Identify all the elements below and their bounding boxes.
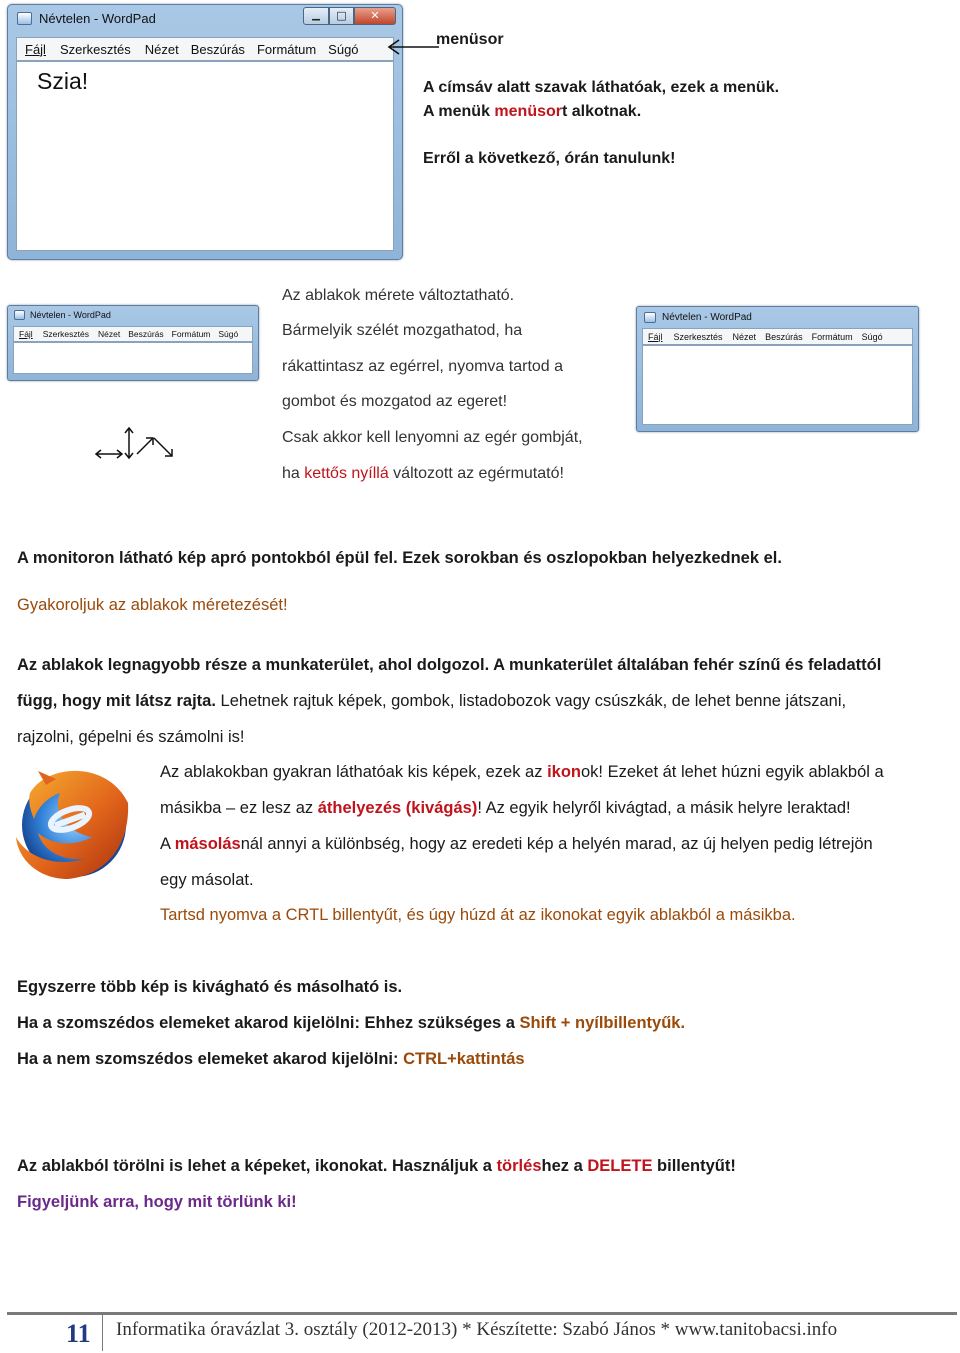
resize-text: változott az egérmutató! [388,465,564,482]
window-title: Névtelen - WordPad [39,10,156,26]
pixels-line-2: Gyakoroljuk az ablakok méretezését! [17,596,288,614]
diagonal-resize-cursor-icon [137,438,172,456]
intro-highlight: menüsor [494,103,562,120]
resize-line-5: Csak akkor kell lenyomni az egér gombját, [282,429,583,446]
workarea-line-1 [17,647,881,683]
menu-item-sugo[interactable]: Súgó [328,41,359,57]
icons-line-5: Tartsd nyomva a CRTL billentyűt, és úgy húzd át az ikonokat egyik ablakból a másikba. [160,906,796,924]
selection-highlight: Shift + nyílbillentyűk. [519,1014,686,1032]
menu-item-fajl[interactable]: Fájl [25,41,46,57]
window-controls [303,7,396,25]
window-title: Névtelen - WordPad [30,310,111,320]
menu-item-beszuras[interactable]: Beszúrás [128,329,164,339]
menu-item-nezet[interactable]: Nézet [144,41,179,57]
icons-line-2 [160,790,851,826]
delete-highlight: DELETE [587,1157,653,1175]
wordpad-window-small [7,305,259,381]
footer-rule [7,1312,957,1315]
delete-text: billentyűt! [652,1157,736,1175]
menu-item-fajl[interactable]: Fájl [648,331,663,342]
menu-item-nezet[interactable]: Nézet [732,331,757,342]
icons-text: ! Az egyik helyről kivágtad, a másik helyre leraktad! [477,799,851,817]
vertical-resize-cursor-icon [125,428,133,458]
icons-text: Az ablakokban gyakran láthatóak kis képek, ezek az [160,763,548,781]
icons-line-4: egy másolat. [160,871,254,889]
arrow-icon [384,36,440,58]
window-titlebar[interactable] [637,307,918,327]
wordpad-window-resized [636,306,919,432]
menu-item-formatum[interactable]: Formátum [811,331,853,342]
resize-text: ha [282,465,305,482]
delete-text: Az ablakból törölni is lehet a képeket, ikonokat. Használjuk a [17,1157,497,1175]
window-title: Névtelen - WordPad [662,311,752,323]
icons-highlight: másolás [174,835,241,853]
intro-text: t alkotnak. [562,103,642,120]
menu-item-formatum[interactable]: Formátum [256,41,317,57]
wordpad-app-icon [17,12,32,25]
workarea-text: A munkaterület általában fehér színű és feladattól [489,656,882,674]
selection-highlight: CTRL+kattintás [403,1050,525,1068]
menu-item-beszuras[interactable]: Beszúrás [765,331,803,342]
workarea-line-2 [17,683,846,719]
selection-line-1: Egyszerre több kép is kivágható és másolható is. [17,978,403,996]
intro-line-1: A címsáv alatt szavak láthatóak, ezek a menük. [423,79,780,96]
work-area[interactable] [642,345,913,425]
menu-item-szerkesztes[interactable]: Szerkesztés [59,41,131,57]
menu-bar [642,328,913,345]
document-text: Szia! [37,68,89,94]
maximize-button[interactable]: □ [329,7,354,25]
icons-text: ok! Ezeket át lehet húzni egyik ablakból a [580,763,884,781]
menu-item-sugo[interactable]: Súgó [861,331,883,342]
menu-item-beszuras[interactable]: Beszúrás [190,41,245,57]
icons-highlight: áthelyezés (kivágás) [317,799,478,817]
icons-line-1 [160,754,884,790]
menu-item-fajl[interactable]: Fájl [19,329,33,339]
menu-bar [13,326,253,342]
intro-line-3: Erről a következő, órán tanulunk! [423,150,676,167]
wordpad-window-large [7,4,403,260]
menu-item-szerkesztes[interactable]: Szerkesztés [42,329,89,339]
delete-line-1 [17,1148,736,1184]
delete-highlight: törlés [496,1157,542,1175]
workarea-text: Lehetnek rajtuk képek, gombok, listadobozok vagy csúszkák, de lehet benne játszani, [215,692,847,710]
wordpad-app-icon [644,312,656,323]
resize-line-4: gombot és mozgatod az egeret! [282,393,508,410]
menu-item-nezet[interactable]: Nézet [98,329,121,339]
firefox-logo-icon [8,763,136,885]
menu-item-sugo[interactable]: Súgó [218,329,239,339]
selection-line-2 [17,1005,685,1041]
menu-bar [16,37,394,61]
window-titlebar[interactable] [8,306,258,324]
resize-line-2: Bármelyik szélét mozgathatod, ha [282,322,523,339]
wordpad-app-icon [14,310,25,320]
pixels-line-1: A monitoron látható kép apró pontokból épül fel. Ezek sorokban és oszlopokban helyezkednek el. [17,549,782,567]
intro-text: A menük [423,103,495,120]
menu-item-szerkesztes[interactable]: Szerkesztés [673,331,723,342]
selection-text: Ha a szomszédos elemeket akarod kijelölni: Ehhez szükséges a [17,1014,520,1032]
selection-line-3 [17,1041,525,1077]
intro-line-2 [423,102,641,122]
menusor-label: menüsor [436,31,504,48]
minimize-button[interactable]: ▁ [303,7,329,25]
icons-text: A [160,835,175,853]
resize-line-1: Az ablakok mérete változtatható. [282,287,515,304]
icons-text: másikba – ez lesz az [160,799,318,817]
workarea-text: függ, hogy mit látsz rajta. [17,692,216,710]
close-button[interactable]: ✕ [354,7,396,25]
work-area[interactable] [16,61,394,251]
page-number: 11 [66,1319,91,1348]
resize-line-6 [282,456,564,492]
work-area[interactable] [13,342,253,374]
icons-highlight: ikon [547,763,581,781]
horizontal-resize-cursor-icon [96,450,122,458]
resize-line-3: rákattintasz az egérrel, nyomva tartod a [282,358,564,375]
delete-line-2: Figyeljünk arra, hogy mit törlünk ki! [17,1193,297,1211]
menu-item-formatum[interactable]: Formátum [171,329,211,339]
selection-text: Ha a nem szomszédos elemeket akarod kijelölni: [17,1050,404,1068]
icons-text: nál annyi a különbség, hogy az eredeti kép a helyén marad, az új helyen pedig létrejön [240,835,873,853]
resize-cursor-icons [92,424,176,462]
icons-line-3 [160,826,873,862]
resize-highlight: kettős nyíllá [304,465,389,482]
workarea-line-3: rajzolni, gépelni és számolni is! [17,728,245,746]
footer-text: Informatika óravázlat 3. osztály (2012-2013) * Készítette: Szabó János * www.tanitobacsi.info [116,1319,838,1340]
workarea-text: Az ablakok legnagyobb része a munkaterület, ahol dolgozol. [17,656,490,674]
delete-text: hez a [541,1157,588,1175]
